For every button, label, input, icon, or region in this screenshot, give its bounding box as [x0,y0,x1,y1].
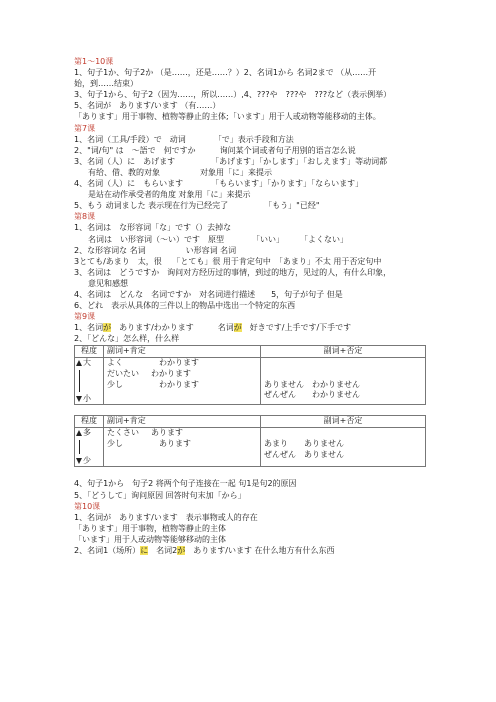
table-cell-negative [261,358,426,405]
highlight-particle: が [177,546,186,555]
degree-label-bottom: 少 [83,455,91,465]
text-span: 2、名词1（场所） [74,546,141,555]
arrow-shaft [79,370,80,392]
negative-form: ぜんぜん ありません [264,449,344,459]
section-title-lesson-10: 第10课 [74,501,101,511]
adverb: 少し [107,439,123,449]
section-title-lesson-8: 第8课 [74,212,96,222]
arrow-down-icon [76,396,82,402]
text-span: 1、名词 [74,323,104,333]
table-header: 副词+肯定 [104,346,261,358]
arrow-up-icon [76,360,82,366]
arrow-up-icon [76,430,82,436]
text-span: あります/わかります 名词 [111,323,234,333]
adverb: だいたい [107,369,139,379]
text-line: 名词は い形容词（～い）です 原型 「いい」 「よくない」 [88,234,348,244]
degree-table-understand [74,345,426,405]
table-header: 程度 [75,346,104,358]
text-line: 5、名词が あります/います （有……） [74,101,221,111]
text-line: 4、名词は どんな 名词ですか 对名词进行描述 5，句子が句子 但是 [74,289,343,299]
text-line: 3とても/あまり 太，很 「とても」很 用于肯定句中 「あまり」不太 用于否定句中 [74,256,382,266]
degree-label-top: 多 [83,428,91,438]
section-title-lesson-7: 第7课 [74,123,96,133]
text-span: 好きです/上手です/下手です [241,323,352,333]
table-cell-positive [104,428,261,467]
table-cell-positive [104,358,261,405]
text-line [74,545,426,556]
arrow-shaft [79,440,80,454]
section-title-lesson-9: 第9课 [74,312,96,322]
section-title-lesson-1-10: 第1～10课 [74,57,114,66]
text-line: 1、名词（工具/手段）で 动词 「で」表示手段和方法 [74,134,294,144]
negative-form: ありません わかりません [264,379,360,389]
text-line: 5、もう 动词ました 表示现在行为已经完了 「もう」"已经" [74,201,320,211]
adverb: よく [107,358,123,368]
text-line: 2、な形容词な 名词 い形容词 名词 [74,245,237,255]
verb: あります [159,439,191,449]
text-line: 4、句子1から 句子2 将两个句子连接在一起 句1是句2的原因 [74,479,297,489]
degree-label-bottom: 小 [83,393,91,403]
text-line: 5、「どうして」询问原因 回答时句末加「から」 [74,490,246,500]
text-line: 有给、借、教的对象 对象用「に」来提示 [88,167,272,177]
degree-label-top: 大 [83,358,91,368]
highlight-particle: が [103,323,112,333]
table-header: 副词+否定 [261,416,426,428]
table-header: 副词+否定 [261,346,426,358]
degree-arrow [75,428,104,467]
text-line [74,322,426,333]
table-cell-negative [261,428,426,467]
text-line: 是站在动作承受者的角度 对象用「に」来提示 [88,190,251,200]
table-header: 副词+肯定 [104,416,261,428]
text-line: 「います」用于人或动物等能够移动的主体 [74,534,226,544]
verb: わかります [159,358,199,368]
adverb: たくさい [107,428,139,438]
document-page [74,56,426,556]
text-span: 名词2 [148,546,178,555]
adverb: 少し [107,379,123,389]
text-line: 3、名词は どうですか 询问对方经历过的事情，到过的地方，见过的人，有什么印象， [74,267,392,277]
verb: わかります [159,379,199,389]
text-line: 3、句子1から、句子2（因为……，所以……）,4、???や ???や ???など（表示例举） [74,90,392,100]
highlight-particle: に [140,546,149,555]
highlight-particle: が [233,323,242,333]
degree-arrow [75,358,104,405]
text-span: あります/います 在什么地方有什么东西 [185,546,335,555]
verb: わかります [151,369,191,379]
table-header: 程度 [75,416,104,428]
text-line: 3、名词（人）に あげます 「あげます」「かします」「おしえます」等动词都 [74,156,388,166]
text-line: 4、名词（人）に もらいます 「もらいます」「かります」「ならいます」 [74,179,364,189]
text-line: 2、「どんな」怎么样，什么样 [74,334,180,344]
text-line: 「あります」用于事物，植物等静止的主体 [74,523,226,533]
negative-form: あまり ありません [264,439,344,449]
text-line: 2、"词/句" は ～語で 何ですか 询问某个词或者句子用别的语言怎么说 [74,145,356,155]
text-line: 始，到……结束） [74,79,138,89]
negative-form: ぜんぜん わかりません [264,390,360,400]
text-line: 1、句子1か、句子2か （是……，还是……？）2、名词1から 名词2まで （从……开 [74,68,377,78]
text-line: 6、どれ 表示从具体的三件以上的物品中选出一个特定的东西 [74,301,296,311]
text-line: 「あります」用于事物、植物等静止的主体;「います」用于人或动物等能移动的主体。 [74,112,381,122]
arrow-down-icon [76,458,82,464]
degree-table-exist [74,415,426,467]
text-line: 1、名词が あります/います 表示事物或人的存在 [74,512,258,522]
text-line: 意见和感想 [88,278,128,288]
text-line: 1、名词は な形容词「な」です（）去掉な [74,223,232,233]
verb: あります [151,428,183,438]
